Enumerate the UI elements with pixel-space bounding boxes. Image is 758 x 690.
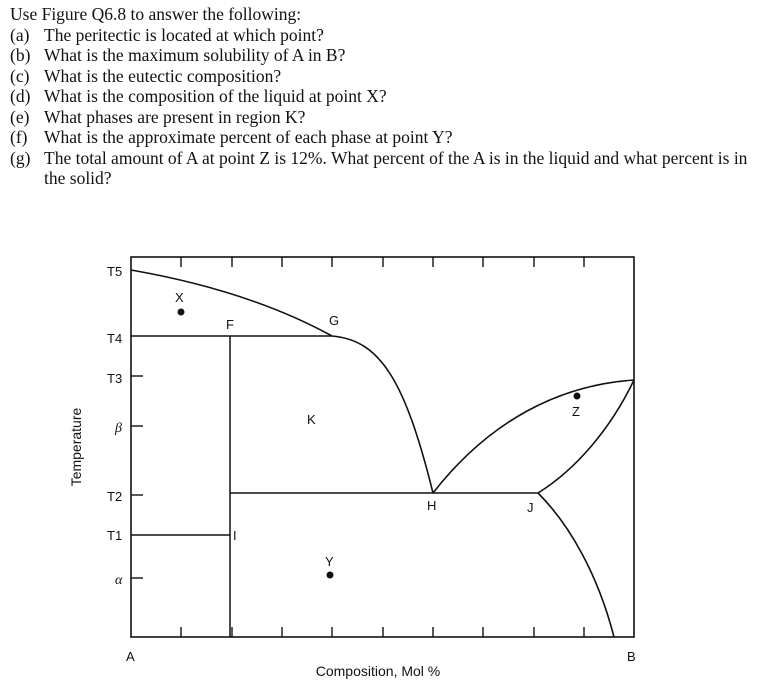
j-point-label: J <box>527 500 534 515</box>
y-axis-title: Temperature <box>68 407 84 487</box>
t2-label <box>107 489 122 504</box>
question-text: The total amount of A at point Z is 12%. What percent of the A is in the liquid and what percent is in the solid? <box>44 147 748 188</box>
t3-text: T3 <box>107 371 123 386</box>
f-point-label: F <box>226 317 234 332</box>
question-text: What is the eutectic composition? <box>44 65 282 86</box>
k-region-label: K <box>307 412 316 427</box>
question-letter: (e) <box>10 106 30 127</box>
point-z-dot <box>574 393 581 400</box>
question-letter: (b) <box>10 45 31 65</box>
liquidus-right-curve <box>433 380 634 493</box>
question-letter: (g) <box>10 147 31 168</box>
question-text: The peritectic is located at which point? <box>44 24 324 45</box>
solvus-curve <box>538 493 614 637</box>
alpha-label: α <box>115 573 123 588</box>
solidus-right-curve <box>538 380 634 493</box>
t2-text: T2 <box>107 489 123 504</box>
question-letter: (f) <box>10 127 28 147</box>
component-b-label: B <box>627 649 636 664</box>
t4-text: T4 <box>107 331 123 346</box>
plot-frame <box>131 257 634 637</box>
h-point-label: H <box>427 498 437 513</box>
point-x-dot <box>178 309 185 316</box>
question-text: What is the composition of the liquid at point X? <box>44 86 387 106</box>
t1-text: T1 <box>107 528 123 543</box>
t1-label <box>107 528 122 543</box>
z-point-label: Z <box>572 404 580 419</box>
question-letter: (d) <box>10 86 31 106</box>
top-ticks <box>181 257 584 267</box>
bottom-ticks <box>181 627 584 637</box>
question-text: What is the approximate percent of each phase at point Y? <box>44 127 453 147</box>
t4-label <box>107 331 122 346</box>
question-letter: (a) <box>10 24 30 45</box>
component-a-label: A <box>126 649 135 664</box>
beta-label: β <box>115 421 122 436</box>
t3-label <box>107 371 122 386</box>
left-ticks <box>131 376 143 578</box>
g-point-label: G <box>329 313 340 328</box>
x-point-label: X <box>175 290 184 305</box>
question-text: What phases are present in region K? <box>44 106 306 127</box>
question-letter: (c) <box>10 65 30 86</box>
point-y-dot <box>327 572 334 579</box>
x-axis-title: Composition, Mol % <box>315 663 441 679</box>
y-point-label: Y <box>325 554 334 569</box>
question-text: What is the maximum solubility of A in B? <box>44 45 346 65</box>
t5-text: T5 <box>107 264 123 279</box>
i-point-label: I <box>233 528 237 543</box>
t5-label <box>107 264 122 279</box>
liquidus-middle-curve <box>332 336 433 493</box>
question-intro: Use Figure Q6.8 to answer the following: <box>10 4 302 24</box>
